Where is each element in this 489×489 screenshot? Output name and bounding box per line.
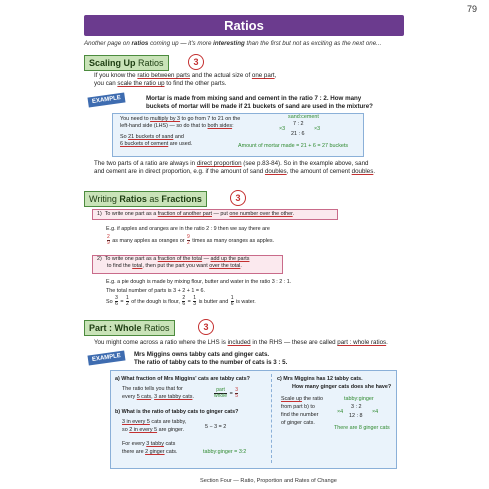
answer-b-line3: For every 3 tabby cats [122,441,176,447]
section-heading-writing-ratios: Writing Ratios as Fractions [84,191,207,207]
section-heading-scaling-up: Scaling Up Ratios [84,55,169,71]
answer-a-line2: every 5 cats, 3 are tabby cats. [122,394,194,400]
page-intro: Another page on ratios coming up — it's more interesting than the first but not as exciting as the next one... [84,40,382,47]
example-label: EXAMPLE [87,350,125,365]
ratio-top: 7 : 2 [293,121,304,127]
working-line4: 6 buckets of cement are used. [120,141,193,147]
answer-c-line4: of ginger cats. [281,420,315,426]
cats-ratio-header: tabby:ginger [344,396,374,402]
part-whole-fraction: $\frac{\text{part}}{\text{whole}}$ = $\frac{3}{5}$ [214,387,239,399]
working-line1: You need to multiply by 3 to go from 7 to 21 on the [120,116,241,122]
section1-text-line2: you can scale the ratio up to find the other parts. [94,80,227,87]
rule-box-2: 2) To write one part as a fraction of the total — add up the parts to find the total, then put the part you want over the total. [92,255,283,274]
cats-multiplier-right: ×4 [372,409,379,415]
multiplier-left: ×3 [279,126,286,132]
rule-box-1: 1) To write one part as a fraction of another part — put one number over the other. [92,209,338,220]
example-label: EXAMPLE [87,92,125,107]
cats-question-line1: Mrs Miggins owns tabby cats and ginger cats. [134,351,270,358]
apples-example-line1: E.g. if apples and oranges are in the ratio 2 : 9 then we say there are [106,226,270,232]
answer-b-line4: there are 2 ginger cats. [122,449,178,455]
multiplier-right: ×3 [314,126,321,132]
question-a: a) What fraction of Mrs Miggins' cats are tabby cats? [115,376,250,382]
page-number: 79 [466,4,477,14]
panel-divider [271,374,272,463]
answer-b-ratio: tabby:ginger = 3:2 [203,449,247,455]
answer-b-line1: 3 in every 5 cats are tabby, [122,419,187,425]
page-title: Ratios [84,15,404,36]
ratio-bottom: 21 : 6 [291,131,305,137]
proportion-note-line1: The two parts of a ratio are always in direct proportion (see p.83-84). So in the example above, sand [94,160,369,167]
grade-badge: 3 [188,54,204,70]
answer-c-line2: from part b) to [281,404,315,410]
section-heading-part-whole: Part : Whole Ratios [84,320,175,336]
part-whole-intro: You might come across a ratio where the LHS is included in the RHS — these are called part : whole ratios. [94,339,388,346]
section1-text-line1: If you know the ratio between parts and the actual size of one part, [94,72,277,79]
question-b: b) What is the ratio of tabby cats to ginger cats? [115,409,239,415]
working-line2: left-hand side (LHS) — so do that to both sides: [120,123,234,129]
question-c-line1: c) Mrs Miggins has 12 tabby cats. [277,376,363,382]
working-line3: So 21 buckets of sand and [120,134,184,140]
answer-a-line1: The ratio tells you that for [122,386,183,392]
dough-example-line1: E.g. a pie dough is made by mixing flour, butter and water in the ratio 3 : 2 : 1. [106,279,292,285]
cats-question-line2: The ratio of tabby cats to the number of cats is 3 : 5. [134,359,288,366]
mortar-amount: Amount of mortar made = 21 + 6 = 27 buckets [238,143,349,149]
question-c-line2: How many ginger cats does she have? [292,384,392,390]
dough-example-line2: The total number of parts is 3 + 2 + 1 = 6. [106,288,206,294]
answer-b-line2: so 2 in every 5 are ginger. [122,427,185,433]
dough-example-line3: So $\frac{3}{6}$ = $\frac{1}{2}$ of the dough is flour, $\frac{2}{6}$ = $\frac{1}{3}$ is butter and $\frac{1}{6}$ is water. [106,295,256,307]
grade-badge: 3 [230,190,246,206]
ratio-header: sand:cement [288,114,319,120]
cats-ratio-top: 3 : 2 [351,404,362,410]
answer-b-calc: 5 − 3 = 2 [205,424,227,430]
cats-multiplier-left: ×4 [337,409,344,415]
cats-ratio-bottom: 12 : 8 [349,413,363,419]
apples-example-line2: $\frac{2}{9}$ as many apples as oranges or $\frac{9}{2}$ times as many oranges as apples. [107,234,275,246]
answer-c-line1: Scale up the ratio [281,396,323,402]
answer-c-line3: find the number [281,412,319,418]
grade-badge: 3 [198,319,214,335]
example-question-line1: Mortar is made from mixing sand and cement in the ratio 7 : 2. How many [146,95,362,102]
page-footer: Section Four — Ratio, Proportion and Rates of Change [200,478,337,484]
example-question-line2: buckets of mortar will be made if 21 buckets of sand are used in the mixture? [146,103,373,110]
proportion-note-line2: and cement are in direct proportion, e.g. if the amount of sand doubles, the amount of cement doubles. [94,168,376,175]
answer-c: There are 8 ginger cats [334,425,390,431]
